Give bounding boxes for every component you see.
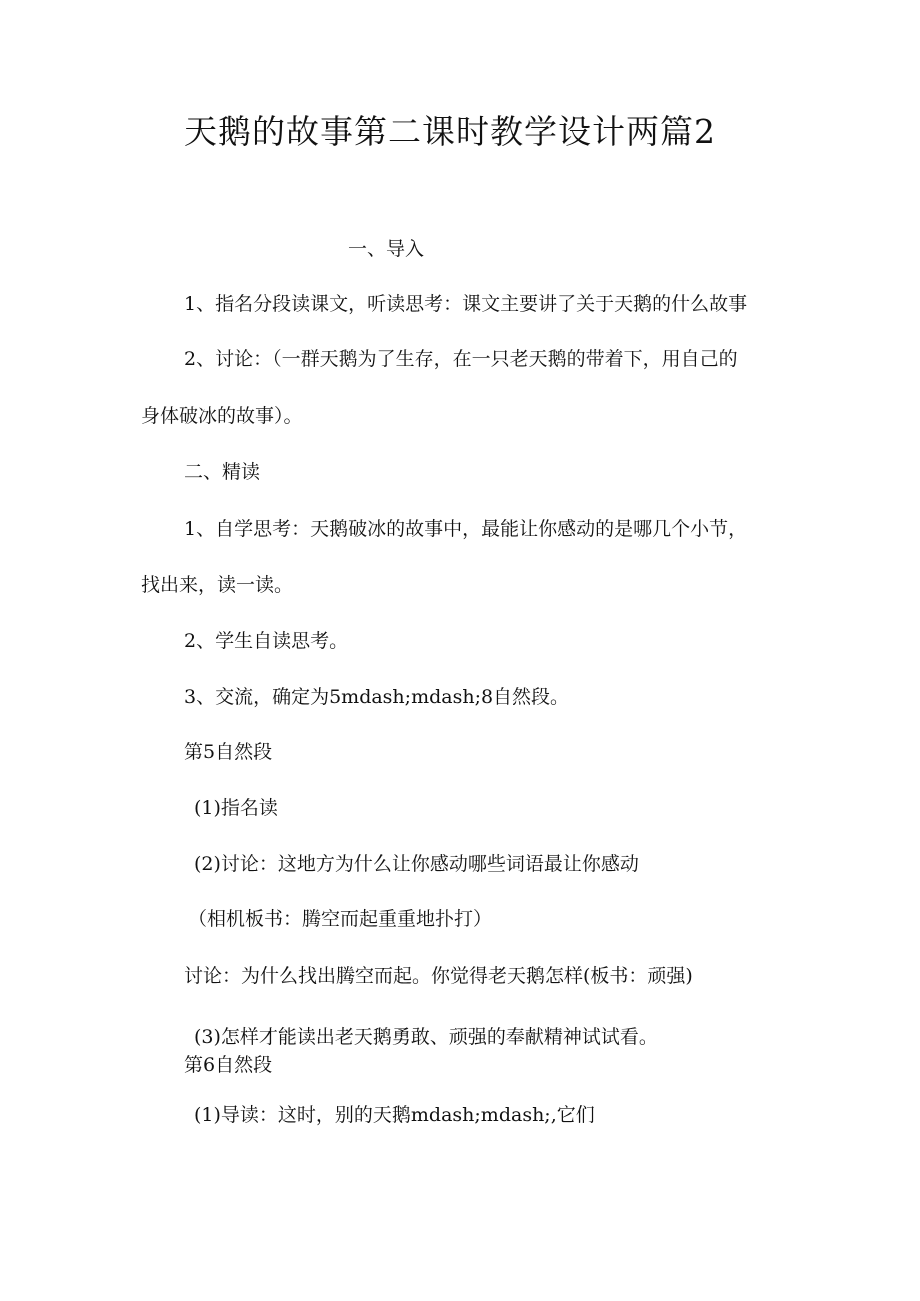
section-heading-intro: 一、导入 bbox=[348, 238, 425, 260]
section-heading-reading: 二、精读 bbox=[184, 461, 261, 483]
paragraph-line: 找出来，读一读。 bbox=[141, 574, 294, 596]
paragraph-line: 2、学生自读思考。 bbox=[184, 630, 349, 652]
paragraph-line: 2、讨论：（一群天鹅为了生存，在一只老天鹅的带着下，用自己的 bbox=[184, 348, 738, 370]
subsection-heading: 第5自然段 bbox=[184, 741, 273, 763]
paragraph-line: 1、指名分段读课文，听读思考：课文主要讲了关于天鹅的什么故事 bbox=[184, 293, 748, 315]
document-title: 天鹅的故事第二课时教学设计两篇2 bbox=[184, 112, 716, 151]
paragraph-line: (1)导读：这时，别的天鹅mdash;mdash;,它们 bbox=[194, 1104, 595, 1126]
paragraph-line: 3、交流，确定为5mdash;mdash;8自然段。 bbox=[184, 686, 570, 708]
paragraph-line: (2)讨论：这地方为什么让你感动哪些词语最让你感动 bbox=[194, 853, 639, 875]
paragraph-line: 1、自学思考：天鹅破冰的故事中，最能让你感动的是哪几个小节， bbox=[184, 518, 748, 540]
paragraph-line: (1)指名读 bbox=[194, 797, 278, 819]
paragraph-line: 身体破冰的故事）。 bbox=[141, 405, 303, 427]
paragraph-line: （相机板书：腾空而起重重地扑打） bbox=[188, 908, 493, 930]
paragraph-line: 讨论：为什么找出腾空而起。你觉得老天鹅怎样(板书：顽强) bbox=[184, 965, 693, 987]
paragraph-line: (3)怎样才能读出老天鹅勇敢、顽强的奉献精神试试看。 bbox=[194, 1026, 658, 1048]
subsection-heading: 第6自然段 bbox=[184, 1054, 273, 1076]
